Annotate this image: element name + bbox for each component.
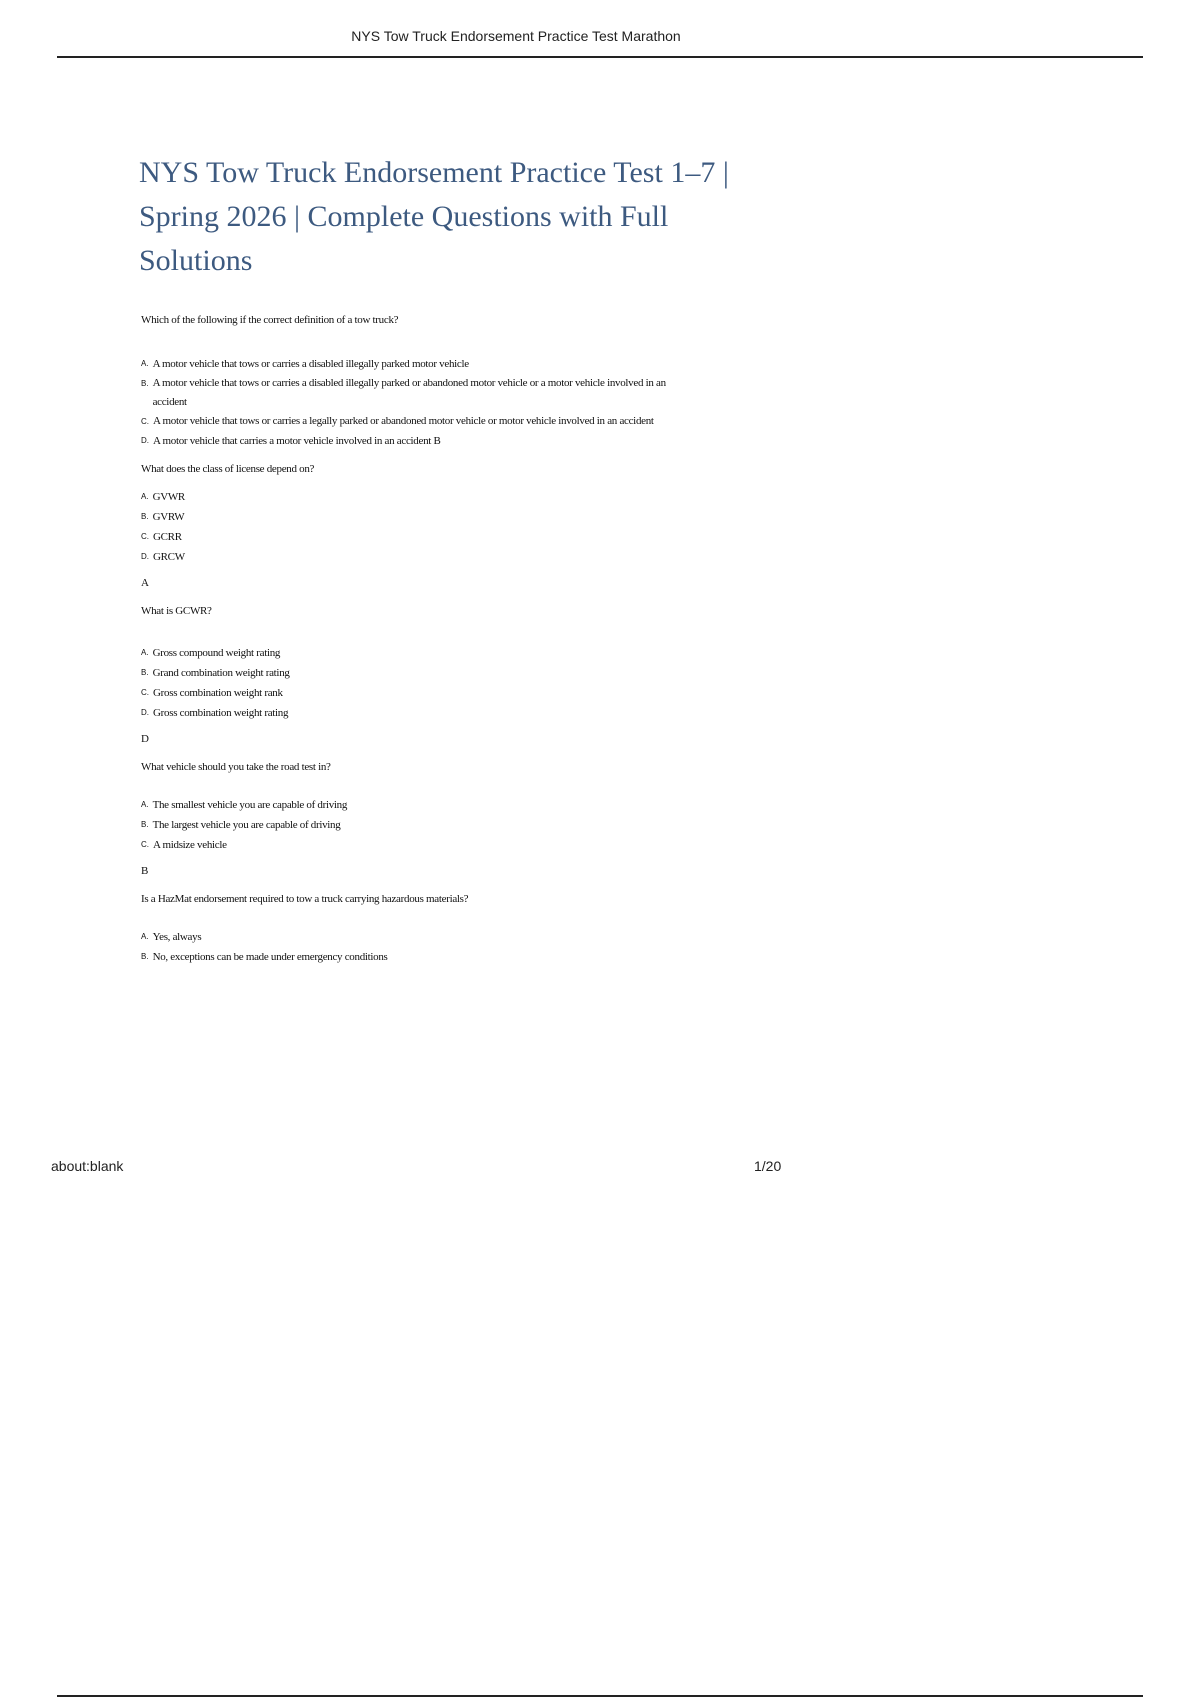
option: [141, 643, 701, 663]
option: [141, 835, 701, 855]
option-letter: D.: [141, 436, 149, 445]
option-list: [141, 927, 701, 967]
option: [141, 412, 701, 431]
page-number: 1/20: [754, 1158, 782, 1174]
option-list: [141, 487, 701, 567]
option-list: [141, 643, 701, 723]
option-text: No, exceptions can be made under emergency conditions: [152, 951, 388, 963]
option-letter: B.: [141, 668, 149, 677]
option-letter: A.: [141, 648, 149, 657]
option: [141, 354, 701, 374]
question-list: [141, 314, 701, 967]
print-header-title: NYS Tow Truck Endorsement Practice Test Marathon: [351, 28, 681, 44]
option-letter: C.: [141, 532, 149, 541]
option-letter: A.: [141, 359, 149, 368]
option-letter: A.: [141, 492, 149, 501]
option-text: GRCW: [153, 551, 185, 563]
answer-key: A: [141, 577, 149, 589]
option-letter: D.: [141, 708, 149, 717]
option-text: GVWR: [152, 491, 185, 503]
option: [141, 507, 701, 527]
header-divider: [57, 56, 1143, 58]
option-text: Gross compound weight rating: [152, 647, 281, 659]
option-text: Grand combination weight rating: [152, 667, 290, 679]
option-letter: B.: [141, 512, 149, 521]
option-text: A motor vehicle that tows or carries a legally parked or abandoned motor vehicle or motor vehicle involved in an accident: [153, 415, 654, 427]
option-letter: C.: [141, 840, 149, 849]
option: [141, 431, 701, 451]
answer-key: D: [141, 733, 149, 745]
option-list: [141, 354, 701, 451]
option: [141, 927, 701, 947]
option: [141, 683, 701, 703]
option-letter: C.: [141, 688, 149, 697]
option: [141, 547, 701, 567]
option-letter: A.: [141, 932, 149, 941]
option-text: Gross combination weight rating: [153, 707, 289, 719]
print-footer-url: about:blank: [51, 1158, 124, 1174]
option-text: Gross combination weight rank: [153, 687, 283, 699]
option-text: GCRR: [153, 531, 182, 543]
option-text: A motor vehicle that carries a motor vehicle involved in an accident B: [153, 435, 441, 447]
question-block: [141, 605, 701, 745]
option-letter: B.: [141, 820, 149, 829]
option-text: GVRW: [152, 511, 185, 523]
question-block: [141, 314, 701, 451]
answer-key: B: [141, 865, 149, 877]
option-text: Yes, always: [152, 931, 202, 943]
document-title: NYS Tow Truck Endorsement Practice Test 1–7 | Spring 2026 | Complete Questions with Full Solutions: [139, 156, 729, 277]
question-block: [141, 893, 701, 967]
question-text: What does the class of license depend on?: [141, 463, 315, 475]
option: [141, 487, 701, 507]
option-text: A midsize vehicle: [153, 839, 227, 851]
option: [141, 795, 701, 815]
question-block: [141, 761, 701, 877]
question-text: Is a HazMat endorsement required to tow a truck carrying hazardous materials?: [141, 893, 469, 905]
question-text: What is GCWR?: [141, 605, 212, 617]
option: [141, 527, 701, 547]
option: [141, 663, 701, 683]
option: [141, 374, 701, 412]
option-text: A motor vehicle that tows or carries a disabled illegally parked motor vehicle: [152, 358, 469, 370]
question-block: [141, 463, 701, 589]
question-text: Which of the following if the correct definition of a tow truck?: [141, 314, 399, 326]
option-letter: D.: [141, 552, 149, 561]
option: [141, 947, 701, 967]
option: [141, 703, 701, 723]
option-list: [141, 795, 701, 855]
option-letter: B.: [141, 952, 149, 961]
footer-divider: [57, 1695, 1143, 1697]
option-text: The largest vehicle you are capable of driving: [152, 819, 341, 831]
option-text: A motor vehicle that tows or carries a disabled illegally parked or abandoned motor vehicle or a motor vehicle involved in an accident: [152, 377, 666, 408]
option-letter: A.: [141, 800, 149, 809]
question-text: What vehicle should you take the road test in?: [141, 761, 331, 773]
option-letter: C.: [141, 417, 149, 426]
option: [141, 815, 701, 835]
option-text: The smallest vehicle you are capable of driving: [152, 799, 348, 811]
option-letter: B.: [141, 379, 149, 388]
